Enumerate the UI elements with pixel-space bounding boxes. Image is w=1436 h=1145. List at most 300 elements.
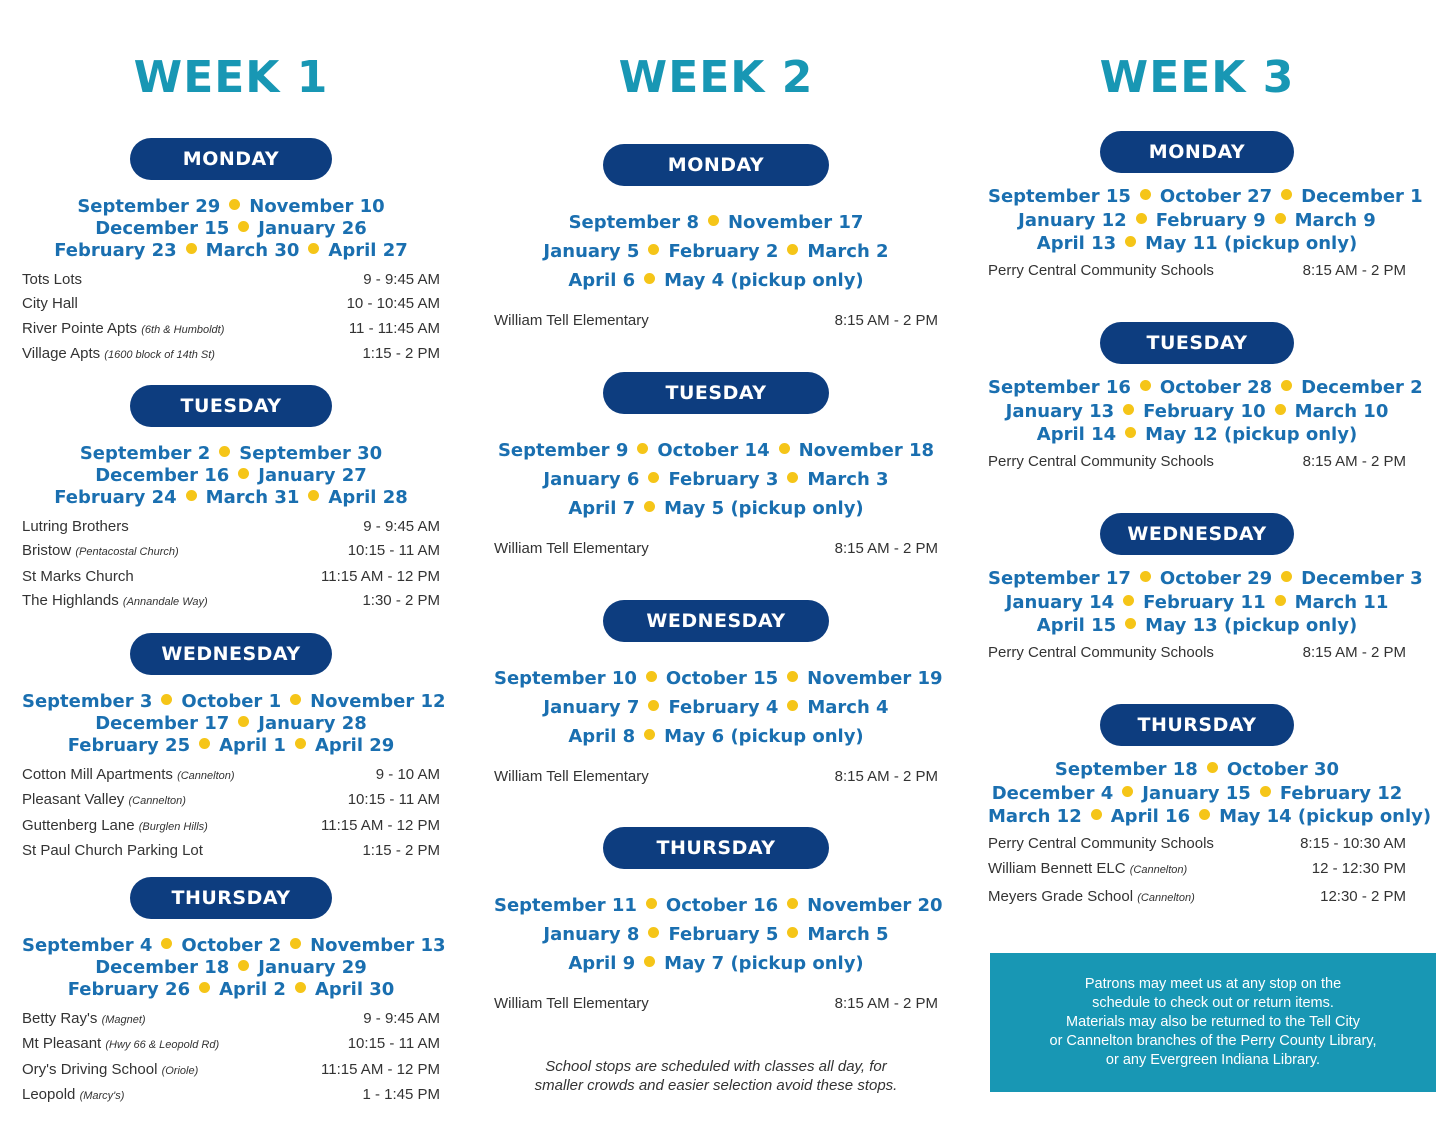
day-pill: WEDNESDAY bbox=[130, 633, 332, 675]
bullet-dot-icon bbox=[238, 960, 249, 971]
date-text: March 30 bbox=[205, 240, 300, 261]
date-text: September 3 bbox=[22, 691, 153, 712]
date-text: March 11 bbox=[1294, 591, 1389, 613]
date-text: February 12 bbox=[1279, 782, 1403, 804]
date-line bbox=[22, 713, 440, 735]
week-title: WEEK 3 bbox=[1099, 52, 1295, 103]
date-line bbox=[988, 232, 1406, 256]
bullet-dot-icon bbox=[186, 490, 197, 501]
date-text: May 4 (pickup only) bbox=[664, 270, 864, 291]
stop-name: Ory's Driving School bbox=[22, 1060, 158, 1078]
stop-row bbox=[22, 1058, 440, 1083]
stop-name: Bristow bbox=[22, 542, 72, 560]
date-line bbox=[494, 208, 938, 237]
bullet-dot-icon bbox=[238, 716, 249, 727]
date-line bbox=[988, 376, 1423, 400]
stop-row bbox=[22, 763, 440, 788]
bullet-dot-icon bbox=[1275, 595, 1286, 606]
bullet-dot-icon bbox=[637, 443, 648, 454]
stop-name: William Tell Elementary bbox=[494, 995, 649, 1012]
bullet-dot-icon bbox=[1122, 786, 1133, 797]
stop-time: 8:15 AM - 2 PM bbox=[834, 768, 938, 785]
week-title: WEEK 2 bbox=[618, 52, 814, 103]
stop-location bbox=[22, 317, 224, 342]
bullet-dot-icon bbox=[648, 244, 659, 255]
stop-time: 1:15 - 2 PM bbox=[362, 344, 440, 362]
date-text: May 11 (pickup only) bbox=[1145, 233, 1358, 254]
stop-location bbox=[988, 258, 1214, 284]
date-list bbox=[988, 376, 1423, 447]
date-text: September 2 bbox=[79, 443, 211, 464]
date-line bbox=[494, 494, 938, 523]
day-pill: WEDNESDAY bbox=[603, 600, 829, 642]
stop-name: Guttenberg Lane bbox=[22, 816, 135, 834]
stop-time: 9 - 10 AM bbox=[375, 766, 440, 783]
stop-location bbox=[22, 515, 129, 539]
stop-name: Leopold bbox=[22, 1085, 76, 1103]
stop-location bbox=[22, 1058, 198, 1083]
bullet-dot-icon bbox=[1140, 380, 1151, 391]
date-text: January 13 bbox=[1005, 400, 1115, 422]
bullet-dot-icon bbox=[290, 694, 301, 705]
date-text: March 5 bbox=[807, 924, 889, 945]
stop-name: The Highlands bbox=[22, 591, 119, 609]
stop-row bbox=[22, 1083, 440, 1108]
date-text: January 12 bbox=[1018, 209, 1127, 231]
date-text: January 27 bbox=[258, 465, 367, 486]
bullet-dot-icon bbox=[1275, 213, 1286, 224]
day-block bbox=[494, 144, 938, 333]
bullet-dot-icon bbox=[308, 490, 319, 501]
stop-list bbox=[22, 515, 440, 614]
date-line bbox=[22, 487, 440, 509]
day-block bbox=[494, 372, 938, 561]
stop-row bbox=[494, 309, 938, 333]
stop-time: 10:15 - 11 AM bbox=[347, 791, 440, 809]
date-text: May 12 (pickup only) bbox=[1145, 424, 1358, 445]
stop-time: 11:15 AM - 12 PM bbox=[321, 1060, 440, 1078]
stop-time: 8:15 AM - 2 PM bbox=[834, 312, 938, 329]
stop-note: (1600 block of 14th St) bbox=[104, 348, 215, 361]
date-text: March 10 bbox=[1294, 400, 1389, 422]
date-text: September 18 bbox=[1054, 759, 1198, 780]
stop-location bbox=[988, 640, 1214, 666]
bullet-dot-icon bbox=[1281, 189, 1292, 200]
day-block bbox=[988, 513, 1423, 665]
stop-location bbox=[494, 537, 649, 561]
bullet-dot-icon bbox=[308, 243, 319, 254]
date-text: December 3 bbox=[1301, 568, 1423, 589]
date-line bbox=[22, 240, 440, 262]
stop-time: 12 - 12:30 PM bbox=[1311, 860, 1406, 877]
day-pill: MONDAY bbox=[1100, 131, 1294, 173]
stop-row bbox=[22, 1007, 440, 1032]
bullet-dot-icon bbox=[648, 927, 659, 938]
date-text: December 2 bbox=[1301, 377, 1423, 398]
date-text: October 16 bbox=[665, 895, 779, 916]
date-line bbox=[988, 782, 1406, 806]
stop-location bbox=[22, 1007, 146, 1032]
date-text: September 10 bbox=[494, 668, 637, 689]
bullet-dot-icon bbox=[295, 982, 306, 993]
day-block bbox=[988, 322, 1423, 474]
day-pill: MONDAY bbox=[603, 144, 829, 186]
bullet-dot-icon bbox=[1140, 571, 1151, 582]
stop-name: William Tell Elementary bbox=[494, 540, 649, 557]
day-block bbox=[22, 877, 446, 1108]
stop-row bbox=[22, 839, 440, 863]
stop-name: Perry Central Community Schools bbox=[988, 452, 1214, 470]
date-list bbox=[22, 691, 446, 757]
info-line: or Cannelton branches of the Perry County Library, bbox=[1049, 1033, 1377, 1049]
date-text: April 2 bbox=[219, 979, 286, 1000]
stop-list bbox=[22, 763, 440, 863]
date-line bbox=[494, 436, 938, 465]
bullet-dot-icon bbox=[1123, 404, 1134, 415]
date-text: January 15 bbox=[1142, 782, 1251, 804]
bullet-dot-icon bbox=[229, 199, 240, 210]
bullet-dot-icon bbox=[646, 898, 657, 909]
stop-list bbox=[988, 258, 1406, 284]
stop-time: 8:15 - 10:30 AM bbox=[1300, 834, 1406, 852]
stop-list bbox=[494, 765, 938, 789]
stop-row bbox=[988, 258, 1406, 284]
date-line bbox=[988, 591, 1406, 615]
date-list bbox=[22, 196, 440, 262]
stop-name: Pleasant Valley bbox=[22, 791, 125, 809]
date-text: September 30 bbox=[239, 443, 383, 464]
stop-location bbox=[22, 292, 78, 316]
date-text: April 8 bbox=[568, 726, 636, 747]
date-text: January 28 bbox=[258, 713, 367, 734]
date-text: March 3 bbox=[807, 469, 889, 490]
stop-note: (Oriole) bbox=[161, 1064, 199, 1077]
date-line bbox=[494, 891, 943, 920]
date-list bbox=[494, 664, 943, 751]
date-text: March 9 bbox=[1294, 209, 1376, 231]
stop-note: (Pentacostal Church) bbox=[75, 546, 179, 559]
date-text: April 13 bbox=[1036, 233, 1117, 254]
day-block bbox=[22, 633, 446, 863]
date-text: January 29 bbox=[258, 957, 367, 978]
day-pill: THURSDAY bbox=[130, 877, 332, 919]
bullet-dot-icon bbox=[787, 927, 798, 938]
bullet-dot-icon bbox=[219, 446, 230, 457]
stop-list bbox=[494, 992, 938, 1016]
bullet-dot-icon bbox=[1125, 427, 1136, 438]
date-text: February 26 bbox=[67, 979, 191, 1000]
stop-row bbox=[988, 884, 1406, 912]
date-text: April 30 bbox=[314, 979, 395, 1000]
stop-time: 9 - 9:45 AM bbox=[363, 518, 440, 535]
stop-name: Lutring Brothers bbox=[22, 518, 129, 535]
date-text: December 18 bbox=[95, 957, 230, 978]
date-text: February 23 bbox=[54, 240, 177, 261]
date-text: September 8 bbox=[568, 212, 699, 233]
bullet-dot-icon bbox=[708, 215, 719, 226]
date-text: February 3 bbox=[668, 469, 779, 490]
date-line bbox=[988, 400, 1406, 424]
date-text: October 2 bbox=[181, 935, 282, 956]
patron-info-box bbox=[990, 953, 1436, 1092]
bullet-dot-icon bbox=[238, 468, 249, 479]
school-stops-note bbox=[494, 1057, 938, 1095]
stop-time: 10:15 - 11 AM bbox=[347, 542, 440, 560]
bullet-dot-icon bbox=[787, 244, 798, 255]
date-text: January 26 bbox=[258, 218, 367, 239]
date-text: September 29 bbox=[77, 196, 221, 217]
stop-time: 1:15 - 2 PM bbox=[362, 841, 440, 859]
date-text: October 28 bbox=[1159, 377, 1273, 398]
date-text: February 4 bbox=[668, 697, 779, 718]
stop-time: 10 - 10:45 AM bbox=[346, 295, 440, 313]
date-text: October 15 bbox=[665, 668, 779, 689]
stop-note: (Marcy's) bbox=[79, 1089, 125, 1102]
stop-note: (Cannelton) bbox=[1129, 864, 1188, 876]
bullet-dot-icon bbox=[779, 443, 790, 454]
stop-location bbox=[988, 449, 1214, 475]
stop-note: (Annandale Way) bbox=[122, 595, 208, 608]
stop-row bbox=[988, 640, 1406, 666]
bullet-dot-icon bbox=[1275, 404, 1286, 415]
bullet-dot-icon bbox=[1136, 213, 1147, 224]
date-text: February 9 bbox=[1155, 209, 1266, 231]
stop-time: 11 - 11:45 AM bbox=[348, 319, 440, 337]
bullet-dot-icon bbox=[199, 982, 210, 993]
bullet-dot-icon bbox=[295, 738, 306, 749]
date-text: May 13 (pickup only) bbox=[1145, 615, 1358, 636]
week-title: WEEK 1 bbox=[133, 52, 329, 103]
stop-row bbox=[22, 515, 440, 539]
date-text: November 17 bbox=[727, 212, 864, 233]
stop-row bbox=[22, 268, 440, 292]
bullet-dot-icon bbox=[787, 898, 798, 909]
stop-name: Betty Ray's bbox=[22, 1010, 98, 1027]
stop-row bbox=[22, 342, 440, 367]
stop-row bbox=[988, 831, 1406, 857]
bullet-dot-icon bbox=[1199, 809, 1210, 820]
stop-location bbox=[22, 1032, 219, 1057]
stop-row bbox=[494, 537, 938, 561]
date-text: April 27 bbox=[328, 240, 408, 261]
stop-list bbox=[22, 268, 440, 367]
date-text: January 5 bbox=[543, 241, 640, 262]
date-text: February 24 bbox=[54, 487, 177, 508]
stop-time: 8:15 AM - 2 PM bbox=[1302, 643, 1406, 661]
date-text: April 7 bbox=[568, 498, 636, 519]
stop-time: 9 - 9:45 AM bbox=[363, 1010, 440, 1027]
date-text: November 18 bbox=[798, 440, 935, 461]
date-line bbox=[494, 664, 943, 693]
bullet-dot-icon bbox=[186, 243, 197, 254]
date-text: March 4 bbox=[807, 697, 889, 718]
date-line bbox=[988, 185, 1423, 209]
date-line bbox=[22, 196, 440, 218]
stop-note: (Hwy 66 & Leopold Rd) bbox=[105, 1039, 220, 1052]
date-text: December 15 bbox=[95, 218, 230, 239]
stop-location bbox=[22, 788, 186, 813]
date-text: January 14 bbox=[1005, 591, 1115, 613]
stop-note: (Cannelton) bbox=[1137, 891, 1195, 904]
date-text: October 27 bbox=[1159, 186, 1273, 207]
stop-row bbox=[22, 1032, 440, 1057]
bullet-dot-icon bbox=[1207, 762, 1218, 773]
stop-location bbox=[22, 814, 208, 839]
date-text: September 15 bbox=[988, 186, 1131, 207]
day-block bbox=[494, 600, 943, 789]
stop-location bbox=[22, 763, 235, 788]
bullet-dot-icon bbox=[1125, 236, 1136, 247]
date-line bbox=[494, 693, 938, 722]
stop-time: 11:15 AM - 12 PM bbox=[321, 567, 440, 585]
stop-list bbox=[22, 1007, 440, 1108]
stop-time: 11:15 AM - 12 PM bbox=[321, 816, 440, 834]
date-line bbox=[22, 443, 440, 465]
date-line bbox=[494, 237, 938, 266]
date-text: March 2 bbox=[807, 241, 889, 262]
bullet-dot-icon bbox=[787, 671, 798, 682]
date-text: December 4 bbox=[991, 782, 1114, 804]
stop-location bbox=[988, 884, 1195, 912]
date-line bbox=[988, 758, 1406, 782]
day-block bbox=[988, 131, 1423, 283]
stop-note: (Burglen Hills) bbox=[138, 820, 208, 833]
stop-name: Village Apts bbox=[22, 344, 101, 362]
date-text: September 9 bbox=[497, 440, 629, 461]
stop-location bbox=[494, 309, 649, 333]
day-block bbox=[494, 827, 943, 1016]
date-text: September 4 bbox=[22, 935, 153, 956]
bullet-dot-icon bbox=[199, 738, 210, 749]
date-line bbox=[494, 465, 938, 494]
stop-name: Perry Central Community Schools bbox=[988, 834, 1214, 852]
stop-location bbox=[22, 539, 179, 564]
date-text: March 31 bbox=[205, 487, 300, 508]
day-pill: MONDAY bbox=[130, 138, 332, 180]
bullet-dot-icon bbox=[1125, 618, 1136, 629]
date-text: October 1 bbox=[181, 691, 282, 712]
stop-list bbox=[988, 640, 1406, 666]
date-line bbox=[988, 614, 1406, 638]
date-text: December 1 bbox=[1301, 186, 1423, 207]
day-block bbox=[988, 704, 1432, 911]
bullet-dot-icon bbox=[1140, 189, 1151, 200]
stop-name: Perry Central Community Schools bbox=[988, 261, 1214, 279]
stop-time: 12:30 - 2 PM bbox=[1320, 887, 1406, 905]
stop-name: Meyers Grade School bbox=[988, 887, 1134, 905]
stop-row bbox=[22, 292, 440, 316]
date-list bbox=[494, 891, 943, 978]
stop-row bbox=[22, 539, 440, 564]
bullet-dot-icon bbox=[161, 938, 172, 949]
day-pill: THURSDAY bbox=[1100, 704, 1294, 746]
stop-name: St Marks Church bbox=[22, 567, 134, 585]
stop-time: 8:15 AM - 2 PM bbox=[1302, 452, 1406, 470]
bullet-dot-icon bbox=[1260, 786, 1271, 797]
day-pill: THURSDAY bbox=[603, 827, 829, 869]
stop-location bbox=[22, 342, 215, 367]
date-text: January 8 bbox=[543, 924, 640, 945]
bullet-dot-icon bbox=[290, 938, 301, 949]
date-text: November 10 bbox=[249, 196, 385, 217]
date-line bbox=[22, 465, 440, 487]
date-text: February 10 bbox=[1143, 400, 1266, 422]
info-line: or any Evergreen Indiana Library. bbox=[1105, 1052, 1321, 1068]
bullet-dot-icon bbox=[1281, 380, 1292, 391]
date-text: February 11 bbox=[1143, 591, 1266, 613]
day-pill: WEDNESDAY bbox=[1100, 513, 1294, 555]
stop-location bbox=[494, 992, 649, 1016]
date-text: February 2 bbox=[668, 241, 779, 262]
stop-time: 8:15 AM - 2 PM bbox=[834, 995, 938, 1012]
day-pill: TUESDAY bbox=[603, 372, 829, 414]
date-text: November 20 bbox=[807, 895, 943, 916]
stop-location bbox=[988, 856, 1187, 884]
date-list bbox=[494, 208, 938, 295]
date-text: November 12 bbox=[310, 691, 446, 712]
date-text: April 15 bbox=[1036, 615, 1117, 636]
date-line bbox=[22, 979, 440, 1001]
stop-row bbox=[494, 992, 938, 1016]
stop-name: Cotton Mill Apartments bbox=[22, 766, 173, 783]
date-text: February 25 bbox=[67, 735, 191, 756]
date-text: March 12 bbox=[988, 806, 1082, 827]
date-text: April 1 bbox=[219, 735, 286, 756]
stop-location bbox=[22, 1083, 124, 1108]
bullet-dot-icon bbox=[1281, 571, 1292, 582]
date-text: May 6 (pickup only) bbox=[664, 726, 864, 747]
day-block bbox=[22, 385, 440, 614]
info-line: Patrons may meet us at any stop on the bbox=[1084, 976, 1342, 992]
date-list bbox=[988, 758, 1432, 829]
date-line bbox=[22, 935, 446, 957]
stop-location bbox=[494, 765, 649, 789]
date-text: November 19 bbox=[807, 668, 943, 689]
date-text: May 5 (pickup only) bbox=[664, 498, 864, 519]
stop-row bbox=[22, 565, 440, 589]
stop-location bbox=[22, 589, 208, 614]
day-pill: TUESDAY bbox=[130, 385, 332, 427]
bullet-dot-icon bbox=[1091, 809, 1102, 820]
date-text: May 7 (pickup only) bbox=[664, 953, 864, 974]
bullet-dot-icon bbox=[787, 700, 798, 711]
date-text: April 9 bbox=[568, 953, 636, 974]
date-list bbox=[22, 443, 440, 509]
bullet-dot-icon bbox=[161, 694, 172, 705]
stop-list bbox=[988, 449, 1406, 475]
stop-name: William Tell Elementary bbox=[494, 312, 649, 329]
date-text: December 17 bbox=[95, 713, 230, 734]
stop-note: (Cannelton) bbox=[128, 795, 186, 808]
bullet-dot-icon bbox=[644, 956, 655, 967]
stop-time: 1 - 1:45 PM bbox=[362, 1085, 440, 1103]
bullet-dot-icon bbox=[644, 273, 655, 284]
date-text: October 14 bbox=[657, 440, 770, 461]
date-line bbox=[494, 949, 938, 978]
stop-time: 1:30 - 2 PM bbox=[362, 591, 440, 609]
date-line bbox=[22, 957, 440, 979]
date-line bbox=[988, 423, 1406, 447]
date-list bbox=[988, 185, 1423, 256]
stop-row bbox=[22, 317, 440, 342]
bullet-dot-icon bbox=[238, 221, 249, 232]
bullet-dot-icon bbox=[648, 700, 659, 711]
bullet-dot-icon bbox=[648, 472, 659, 483]
stop-time: 9 - 9:45 AM bbox=[363, 271, 440, 288]
stop-note: (6th & Humboldt) bbox=[141, 323, 225, 336]
stop-location bbox=[22, 268, 82, 292]
bullet-dot-icon bbox=[787, 472, 798, 483]
